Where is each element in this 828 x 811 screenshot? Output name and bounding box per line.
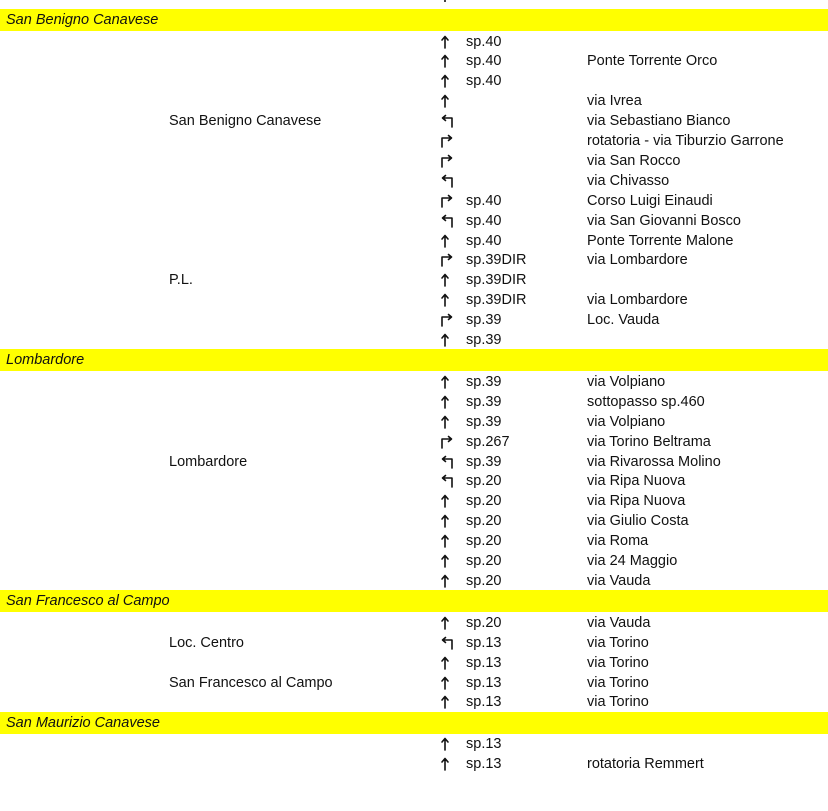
road-code: sp.40 bbox=[466, 53, 502, 70]
route-row bbox=[0, 432, 828, 452]
road-code: sp.13 bbox=[466, 694, 502, 711]
route-row bbox=[0, 653, 828, 673]
route-row bbox=[0, 551, 828, 571]
place-name: San Francesco al Campo bbox=[169, 674, 333, 691]
turn-left-icon bbox=[440, 471, 454, 491]
route-row bbox=[0, 613, 828, 633]
route-row bbox=[0, 571, 828, 591]
street-name: Ponte Torrente Orco bbox=[587, 53, 718, 70]
street-name: via Sebastiano Bianco bbox=[587, 113, 731, 130]
arrow-up-icon bbox=[440, 32, 454, 52]
route-row bbox=[0, 131, 828, 151]
route-row bbox=[0, 310, 828, 330]
road-code: sp.39DIR bbox=[466, 272, 527, 289]
arrow-up-icon bbox=[440, 673, 454, 693]
road-code: sp.20 bbox=[466, 553, 502, 569]
street-name: via Lombardore bbox=[587, 252, 688, 269]
street-name: via San Rocco bbox=[587, 152, 681, 169]
route-row bbox=[0, 111, 828, 131]
arrow-up-icon bbox=[440, 613, 454, 633]
route-row bbox=[0, 71, 828, 91]
road-code: sp.13 bbox=[466, 674, 502, 691]
route-row bbox=[0, 754, 828, 774]
route-row bbox=[0, 32, 828, 52]
road-code: sp.39 bbox=[466, 312, 502, 329]
route-row bbox=[0, 290, 828, 310]
street-name: via Torino bbox=[587, 634, 649, 651]
route-row bbox=[0, 531, 828, 551]
arrow-up-icon bbox=[440, 692, 454, 712]
arrow-up-icon bbox=[440, 511, 454, 531]
turn-left-icon bbox=[440, 452, 454, 472]
route-row bbox=[0, 191, 828, 211]
route-row bbox=[0, 452, 828, 472]
road-code: sp.20 bbox=[466, 513, 502, 530]
street-name: via Volpiano bbox=[587, 373, 666, 390]
route-row bbox=[0, 491, 828, 511]
section-header: Lombardore bbox=[0, 349, 828, 371]
route-row bbox=[0, 270, 828, 290]
road-code: sp.39DIR bbox=[466, 252, 527, 269]
street-name: via Rivarossa Molino bbox=[587, 453, 721, 470]
arrow-up-icon bbox=[440, 491, 454, 511]
route-row bbox=[0, 91, 828, 111]
route-row bbox=[0, 330, 828, 350]
partial-top-row bbox=[440, 0, 540, 2]
street-name: via Torino bbox=[587, 654, 649, 671]
section-header: San Francesco al Campo bbox=[0, 590, 828, 612]
route-row bbox=[0, 372, 828, 392]
arrow-up-icon bbox=[440, 270, 454, 290]
arrow-up-icon bbox=[440, 372, 454, 392]
street-name: rotatoria Remmert bbox=[587, 756, 704, 773]
road-code: sp.40 bbox=[466, 192, 502, 209]
arrow-up-icon bbox=[440, 0, 450, 2]
street-name: via Vauda bbox=[587, 614, 651, 631]
route-row bbox=[0, 471, 828, 491]
place-name: P.L. bbox=[169, 272, 193, 289]
arrow-up-icon bbox=[440, 754, 454, 774]
route-row bbox=[0, 171, 828, 191]
arrow-up-icon bbox=[440, 653, 454, 673]
turn-right-icon bbox=[440, 131, 454, 151]
road-code: sp.39 bbox=[466, 453, 502, 470]
street-name: Loc. Vauda bbox=[587, 312, 660, 329]
arrow-up-icon bbox=[440, 330, 454, 350]
turn-left-icon bbox=[440, 211, 454, 231]
route-row bbox=[0, 211, 828, 231]
road-code: sp.13 bbox=[466, 736, 502, 753]
route-row bbox=[0, 231, 828, 251]
arrow-up-icon bbox=[440, 91, 454, 111]
road-code: sp.39 bbox=[466, 373, 502, 390]
route-row bbox=[0, 511, 828, 531]
street-name: via Ripa Nuova bbox=[587, 493, 686, 510]
road-code: sp.39 bbox=[466, 393, 502, 410]
road-code: sp.267 bbox=[466, 433, 510, 450]
street-name: via Torino bbox=[587, 674, 649, 691]
route-row bbox=[0, 250, 828, 270]
street-name: rotatoria - via Tiburzio Garrone bbox=[587, 133, 784, 149]
street-name: sottopasso sp.460 bbox=[587, 393, 705, 410]
route-row bbox=[0, 734, 828, 754]
section-header: San Maurizio Canavese bbox=[0, 712, 828, 734]
street-name: via Lombardore bbox=[587, 292, 688, 309]
route-row bbox=[0, 151, 828, 171]
section-header: San Benigno Canavese bbox=[0, 9, 828, 31]
turn-right-icon bbox=[440, 191, 454, 211]
street-name: via Ivrea bbox=[587, 93, 642, 110]
street-name: via Ripa Nuova bbox=[587, 473, 686, 490]
turn-right-icon bbox=[440, 151, 454, 171]
road-code: sp.20 bbox=[466, 493, 502, 510]
road-code: sp.40 bbox=[466, 212, 502, 229]
road-code: sp.13 bbox=[466, 756, 502, 773]
street-name: via Giulio Costa bbox=[587, 513, 689, 530]
arrow-up-icon bbox=[440, 551, 454, 571]
road-code: sp.40 bbox=[466, 33, 502, 50]
road-code: sp.39 bbox=[466, 332, 502, 348]
turn-left-icon bbox=[440, 633, 454, 653]
street-name: via Torino bbox=[587, 694, 649, 711]
route-row bbox=[0, 673, 828, 693]
route-row bbox=[0, 633, 828, 653]
place-name: Loc. Centro bbox=[169, 634, 244, 651]
street-name: via San Giovanni Bosco bbox=[587, 212, 741, 229]
road-code: sp.40 bbox=[466, 73, 502, 90]
street-name: via Volpiano bbox=[587, 413, 666, 430]
road-code: sp.13 bbox=[466, 634, 502, 651]
turn-right-icon bbox=[440, 250, 454, 270]
turn-left-icon bbox=[440, 171, 454, 191]
route-row bbox=[0, 412, 828, 432]
street-name: via Torino Beltrama bbox=[587, 433, 711, 450]
road-code: sp.20 bbox=[466, 473, 502, 490]
arrow-up-icon bbox=[440, 531, 454, 551]
arrow-up-icon bbox=[440, 734, 454, 754]
arrow-up-icon bbox=[440, 392, 454, 412]
arrow-up-icon bbox=[440, 571, 454, 591]
road-code: sp.13 bbox=[466, 654, 502, 671]
road-code bbox=[466, 0, 501, 2]
place-name: Lombardore bbox=[169, 453, 248, 470]
place-name: San Benigno Canavese bbox=[169, 113, 322, 130]
route-row bbox=[0, 51, 828, 71]
street-name: via Roma bbox=[587, 533, 649, 550]
road-code: sp.20 bbox=[466, 572, 502, 589]
street-name: via Chivasso bbox=[587, 172, 670, 189]
turn-left-icon bbox=[440, 111, 454, 131]
road-code: sp.20 bbox=[466, 614, 502, 631]
street-name: Ponte Torrente Malone bbox=[587, 232, 734, 249]
route-row bbox=[0, 692, 828, 712]
arrow-up-icon bbox=[440, 231, 454, 251]
street-name: Corso Luigi Einaudi bbox=[587, 192, 713, 209]
road-code: sp.39 bbox=[466, 413, 502, 430]
road-code: sp.20 bbox=[466, 533, 502, 550]
street-name: via Vauda bbox=[587, 572, 651, 589]
arrow-up-icon bbox=[440, 412, 454, 432]
arrow-up-icon bbox=[440, 71, 454, 91]
turn-right-icon bbox=[440, 432, 454, 452]
arrow-up-icon bbox=[440, 290, 454, 310]
street-name: via 24 Maggio bbox=[587, 553, 678, 569]
arrow-up-icon bbox=[440, 51, 454, 71]
turn-right-icon bbox=[440, 310, 454, 330]
route-row bbox=[0, 392, 828, 412]
road-code: sp.40 bbox=[466, 232, 502, 249]
road-code: sp.39DIR bbox=[466, 292, 527, 309]
